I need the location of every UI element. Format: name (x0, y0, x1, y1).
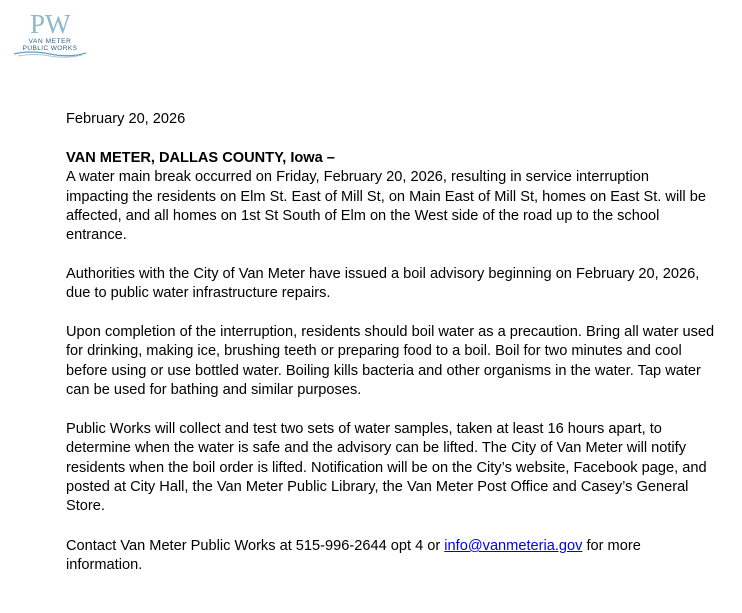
logo-line2: PUBLIC WORKS (22, 45, 78, 52)
public-works-logo (10, 8, 90, 58)
contact-text: Contact Van Meter Public Works at 515-996-2644 opt 4 or (66, 538, 445, 554)
logo-graphic (10, 8, 90, 58)
letter-date: February 20, 2026 (66, 111, 186, 127)
email-link[interactable]: info@vanmeteria.gov (444, 538, 583, 554)
paragraph-boil-advisory: Authorities with the City of Van Meter have issued a boil advisory beginning on February 20, 2026, due to public water infrastructure repairs. (66, 266, 700, 302)
dateline-block (66, 149, 706, 245)
paragraph-contact (66, 537, 716, 576)
dateline-heading: VAN METER, DALLAS COUNTY, Iowa – (66, 150, 335, 166)
logo-monogram: PW (30, 9, 71, 39)
paragraph-main-break: A water main break occurred on Friday, February 20, 2026, resulting in service interruption impacting the residents on Elm St. East of Mill St, on Main East of Mill St, homes on East St. will be affected, and all homes on 1st St South of Elm on the West side of the road up to the school entrance. (66, 169, 706, 244)
paragraph-water-testing: Public Works will collect and test two sets of water samples, taken at least 16 hours apart, to determine when the water is safe and the advisory can be lifted. The City of Van Meter will notify residents when the boil order is lifted. Notification will be on the City’s website, Facebook page, and posted at City Hall, the Van Meter Public Library, the Van Meter Post Office and Casey’s General Store. (66, 421, 707, 515)
logo-line1: VAN METER (28, 38, 72, 45)
contact-text-end: for more information. (66, 538, 641, 574)
paragraph-boil-instructions: Upon completion of the interruption, residents should boil water as a precaution. Bring all water used for drinking, making ice, brushing teeth or preparing food to a boil. Boil for two minutes and cool before using or use bottled water. Boiling kills bacteria and other organisms in the water. Tap water can be used for bathing and similar purposes. (66, 324, 715, 398)
